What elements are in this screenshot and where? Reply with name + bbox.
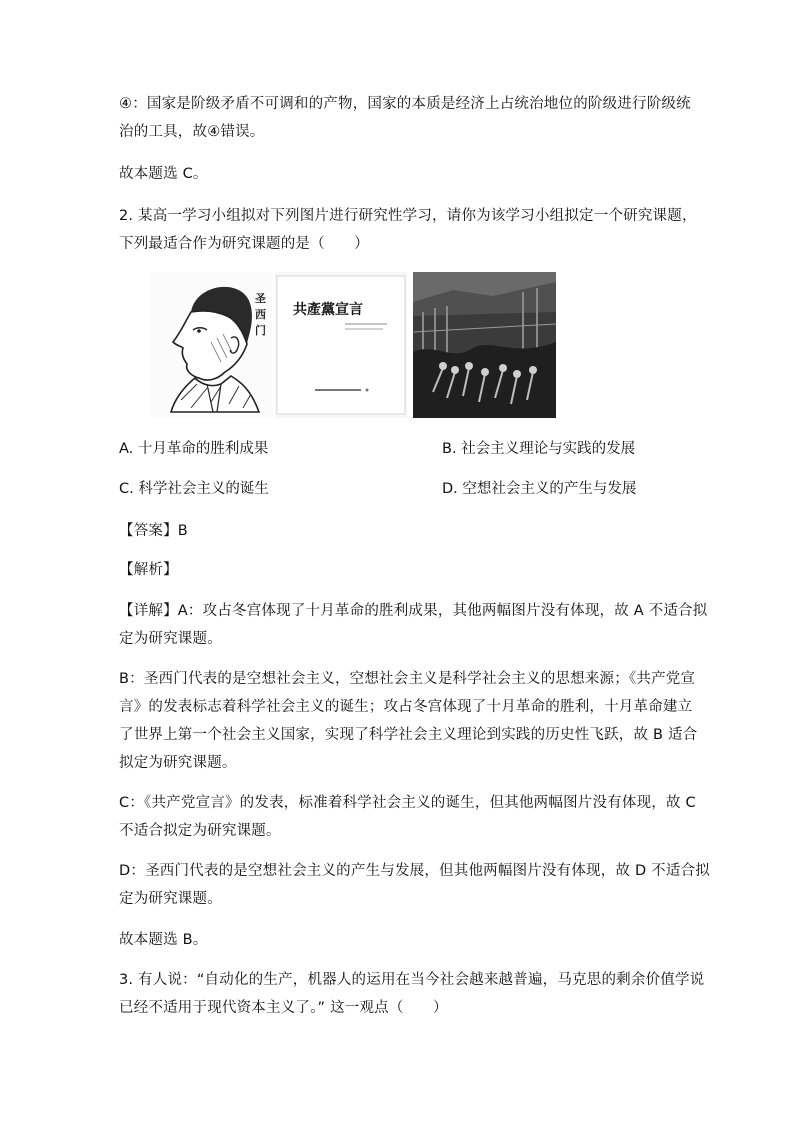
- explanation-line: 定为研究课题。: [119, 891, 222, 907]
- storming-winter-palace-image: [413, 272, 556, 418]
- question-3-stem: 已经不适用于现代资本主义了。” 这一观点（ ）: [119, 1000, 448, 1016]
- explanation-line: 拟定为研究课题。: [119, 755, 237, 771]
- paragraph-line: 故本题选 C。: [119, 166, 208, 182]
- svg-text:门: 门: [255, 324, 266, 337]
- explanation-line: 【详解】A：攻占冬宫体现了十月革命的胜利成果，其他两幅图片没有体现，故 A 不适合拟: [119, 603, 708, 619]
- explanation-line: C：《共产党宣言》的发表，标准着科学社会主义的诞生，但其他两幅图片没有体现，故 C: [119, 795, 696, 811]
- paragraph-line: ④：国家是阶级矛盾不可调和的产物，国家的本质是经济上占统治地位的阶级进行阶级统: [119, 96, 691, 112]
- explanation-line: 不适合拟定为研究课题。: [119, 823, 281, 839]
- explanation-line: B：圣西门代表的是空想社会主义，空想社会主义是科学社会主义的思想来源；《共产党宣: [119, 671, 696, 687]
- svg-text:圣: 圣: [255, 292, 266, 305]
- saint-simon-portrait-image: [151, 272, 273, 418]
- answer-line: 【答案】B: [119, 523, 188, 539]
- option-a[interactable]: A. 十月革命的胜利成果: [119, 441, 269, 457]
- question-3-stem: 3. 有人说：“自动化的生产，机器人的运用在当今社会越来越普遍，马克思的剩余价值学说: [119, 972, 705, 988]
- explanation-line: 定为研究课题。: [119, 631, 222, 647]
- svg-text:西: 西: [255, 308, 266, 321]
- option-b[interactable]: B. 社会主义理论与实践的发展: [442, 441, 636, 457]
- option-d[interactable]: D. 空想社会主义的产生与发展: [442, 481, 637, 497]
- explanation-line: 了世界上第一个社会主义国家，实现了科学社会主义理论到实践的历史性飞跃，故 B 适合: [119, 727, 698, 743]
- conclusion-line: 故本题选 B。: [119, 932, 208, 948]
- option-c[interactable]: C. 科学社会主义的诞生: [119, 481, 269, 497]
- svg-text:共產黨宣言: 共產黨宣言: [293, 302, 363, 318]
- paragraph-line: 治的工具，故④错误。: [119, 124, 265, 140]
- question-2-stem: 下列最适合作为研究课题的是（ ）: [119, 236, 369, 252]
- communist-manifesto-cover-image: [275, 272, 407, 418]
- question-2-stem: 2. 某高一学习小组拟对下列图片进行研究性学习，请你为该学习小组拟定一个研究课题，: [119, 208, 697, 224]
- analysis-heading: 【解析】: [119, 562, 178, 578]
- explanation-line: 言》的发表标志着科学社会主义的诞生；攻占冬宫体现了十月革命的胜利，十月革命建立: [119, 699, 693, 715]
- explanation-line: D：圣西门代表的是空想社会主义的产生与发展，但其他两幅图片没有体现，故 D 不适合拟: [119, 863, 710, 879]
- question-figure: [151, 272, 561, 418]
